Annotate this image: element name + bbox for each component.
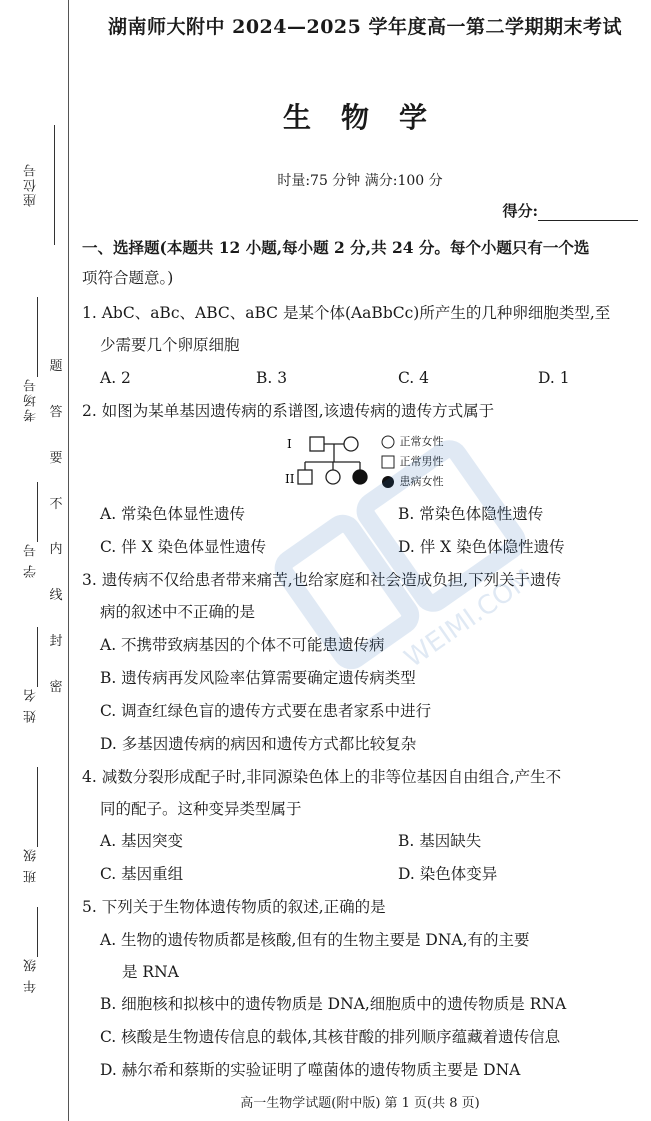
section-title: 一、选择题(本题共 12 小题,每小题 2 分,共 24 分。每个小题只有一个选 <box>82 238 590 257</box>
binding-sidebar <box>0 0 72 1121</box>
score-blank[interactable] <box>538 206 638 221</box>
q2-option-b[interactable]: B. 常染色体隐性遗传 <box>398 505 544 523</box>
gen-2-label: II <box>285 472 295 486</box>
q1-option-d[interactable]: D. 1 <box>538 369 570 387</box>
watermark-text: WEIMI.COM <box>399 563 539 674</box>
pedigree-legend: 正常女性 正常男性 患病女性 <box>380 432 444 492</box>
q3-stem: 3. 遗传病不仅给患者带来痛苦,也给家庭和社会造成负担,下列关于遗传 <box>82 571 562 589</box>
q3-stem-cont: 病的叙述中不正确的是 <box>100 603 256 621</box>
q2-stem: 2. 如图为某单基因遗传病的系谱图,该遗传病的遗传方式属于 <box>82 402 495 420</box>
gen1-female <box>344 437 358 451</box>
q1-stem-cont: 少需要几个卵原细胞 <box>100 336 240 354</box>
q3-option-b[interactable]: B. 遗传病再发风险率估算需要确定遗传病类型 <box>100 669 416 687</box>
seat-number-field: 座位号 <box>22 110 42 260</box>
q3-option-a[interactable]: A. 不携带致病基因的个体不可能患遗传病 <box>100 636 385 654</box>
q4-stem-cont: 同的配子。这种变异类型属于 <box>100 800 302 818</box>
gen2-male <box>298 470 312 484</box>
q1-option-c[interactable]: C. 4 <box>398 369 430 387</box>
exam-page <box>80 0 640 1121</box>
q2-option-d[interactable]: D. 伴 X 染色体隐性遗传 <box>398 538 565 556</box>
q2-option-a[interactable]: A. 常染色体显性遗传 <box>100 505 246 523</box>
q5-option-a-cont: 是 RNA <box>122 963 179 981</box>
q4-option-d[interactable]: D. 染色体变异 <box>398 865 498 883</box>
gen-1-label: I <box>287 437 292 451</box>
time-info: 时量:75 分钟 满分:100 分 <box>277 173 443 189</box>
exam-title: 湖南师大附中 2024—2025 学年度高一第二学期期末考试 <box>108 16 622 38</box>
q1-option-a[interactable]: A. 2 <box>100 369 131 387</box>
q4-option-b[interactable]: B. 基因缺失 <box>398 832 482 850</box>
q5-option-a[interactable]: A. 生物的遗传物质都是核酸,但有的生物主要是 DNA,有的主要 <box>100 931 530 949</box>
q1-stem: 1. AbC、aBc、ABC、aBC 是某个体(AaBbCc)所产生的几种卵细胞类型,至 <box>82 304 611 322</box>
gen2-female-normal <box>326 470 340 484</box>
gen1-male <box>310 437 324 451</box>
exam-room-field: 考场号 <box>22 290 42 430</box>
binding-line <box>68 0 69 1121</box>
grade-field: 年 级 <box>22 900 42 1000</box>
q3-option-c[interactable]: C. 调查红绿色盲的遗传方式要在患者家系中进行 <box>100 702 432 720</box>
q5-option-b[interactable]: B. 细胞核和拟核中的遗传物质是 DNA,细胞质中的遗传物质是 RNA <box>100 995 567 1013</box>
q4-option-c[interactable]: C. 基因重组 <box>100 865 184 883</box>
class-field: 班 级 <box>22 760 42 890</box>
q5-option-d[interactable]: D. 赫尔希和蔡斯的实验证明了噬菌体的遗传物质主要是 DNA <box>100 1061 521 1079</box>
seal-line-text: 题 答 要 不 内 线 封 密 <box>49 359 63 695</box>
q1-option-b[interactable]: B. 3 <box>256 369 288 387</box>
q3-option-d[interactable]: D. 多基因遗传病的病因和遗传方式都比较复杂 <box>100 735 417 753</box>
subject-title: 生物学 <box>282 101 457 134</box>
q2-option-c[interactable]: C. 伴 X 染色体显性遗传 <box>100 538 267 556</box>
q5-option-c[interactable]: C. 核酸是生物遗传信息的载体,其核苷酸的排列顺序蕴藏着遗传信息 <box>100 1028 561 1046</box>
student-id-field: 学 号 <box>22 470 42 590</box>
q4-stem: 4. 减数分裂形成配子时,非同源染色体上的非等位基因自由组合,产生不 <box>82 768 562 786</box>
q4-option-a[interactable]: A. 基因突变 <box>100 832 184 850</box>
page-footer: 高一生物学试题(附中版) 第 1 页(共 8 页) <box>240 1096 480 1111</box>
score-field: 得分: <box>502 200 638 221</box>
gen2-female-affected <box>353 470 367 484</box>
name-field: 姓 名 <box>22 615 42 735</box>
section-title-cont: 项符合题意。) <box>82 269 174 287</box>
q5-stem: 5. 下列关于生物体遗传物质的叙述,正确的是 <box>82 898 386 916</box>
